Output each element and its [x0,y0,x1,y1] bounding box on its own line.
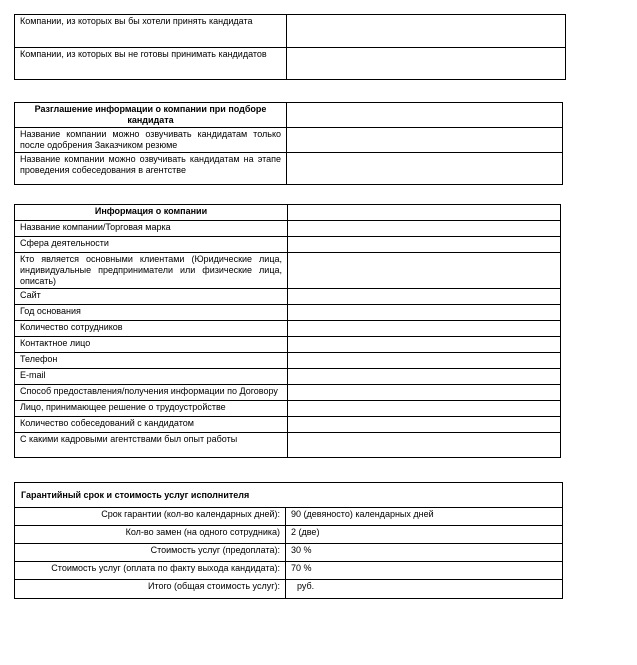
table-row [15,385,561,401]
row-value-field[interactable]: 70 % [286,562,563,580]
row-value-field[interactable] [288,417,561,433]
row-value-field[interactable] [287,128,563,153]
row-label: Название компании/Торговая марка [15,221,288,237]
table-row [15,544,563,562]
table-header-row [15,483,563,508]
table-row [15,289,561,305]
row-value-field[interactable] [287,153,563,185]
table-row [15,253,561,289]
row-value-field[interactable] [288,337,561,353]
row-label: Лицо, принимающее решение о трудоустройстве [15,401,288,417]
row-value-field[interactable] [288,221,561,237]
table-row [15,337,561,353]
table-row [15,508,563,526]
row-label: Контактное лицо [15,337,288,353]
row-value-field[interactable] [288,321,561,337]
row-label: Кто является основными клиентами (Юридические лица, индивидуальные предприниматели или физические лица, описать) [15,253,288,289]
row-label: Название компании можно озвучивать кандидатам только после одобрения Заказчиком резюме [15,128,287,153]
row-label: Способ предоставления/получения информации по Договору [15,385,288,401]
row-label: Компании, из которых вы бы хотели принять кандидата [15,15,287,48]
section-heading: Разглашение информации о компании при подборе кандидата [15,103,287,128]
row-label: Срок гарантии (кол-во календарных дней): [15,508,286,526]
table-row [15,128,563,153]
row-value-field[interactable] [288,305,561,321]
table-row [15,562,563,580]
row-label: Сфера деятельности [15,237,288,253]
row-value-field[interactable]: 2 (две) [286,526,563,544]
row-value-field[interactable] [288,353,561,369]
row-value-field[interactable]: 90 (девяносто) календарных дней [286,508,563,526]
row-label: Количество сотрудников [15,321,288,337]
row-value-field[interactable] [288,253,561,289]
row-label: Кол-во замен (на одного сотрудника) [15,526,286,544]
row-label: E-mail [15,369,288,385]
section-heading: Информация о компании [15,205,288,221]
row-label: Телефон [15,353,288,369]
table-row [15,237,561,253]
row-value-field[interactable] [288,385,561,401]
table-row [15,153,563,185]
candidate-companies-table [14,14,566,80]
row-value-field[interactable] [288,433,561,458]
table-row [15,417,561,433]
row-label: Количество собеседований с кандидатом [15,417,288,433]
row-label: С какими кадровыми агентствами был опыт работы [15,433,288,458]
header-empty-cell [287,103,563,128]
row-value-field[interactable] [287,48,566,80]
table-row [15,580,563,599]
row-value-field[interactable] [288,369,561,385]
row-value-field[interactable]: руб. [286,580,563,599]
table-header-row [15,103,563,128]
row-value-field[interactable] [288,289,561,305]
company-info-table [14,204,561,458]
row-value-field[interactable]: 30 % [286,544,563,562]
table-row [15,221,561,237]
row-label: Стоимость услуг (предоплата): [15,544,286,562]
header-empty-cell [288,205,561,221]
table-row [15,321,561,337]
guarantee-table [14,482,563,599]
table-header-row [15,205,561,221]
row-label: Сайт [15,289,288,305]
table-row [15,526,563,544]
table-row [15,353,561,369]
row-value-field[interactable] [287,15,566,48]
row-value-field[interactable] [288,401,561,417]
row-label: Стоимость услуг (оплата по факту выхода кандидата): [15,562,286,580]
row-label: Год основания [15,305,288,321]
section-heading: Гарантийный срок и стоимость услуг исполнителя [15,483,563,508]
row-value-field[interactable] [288,237,561,253]
row-label: Название компании можно озвучивать кандидатам на этапе проведения собеседования в агентстве [15,153,287,185]
row-label: Компании, из которых вы не готовы принимать кандидатов [15,48,287,80]
disclosure-table [14,102,563,185]
table-row [15,433,561,458]
table-row [15,48,566,80]
table-row [15,401,561,417]
table-row [15,305,561,321]
row-label: Итого (общая стоимость услуг): [15,580,286,599]
table-row [15,369,561,385]
table-row [15,15,566,48]
